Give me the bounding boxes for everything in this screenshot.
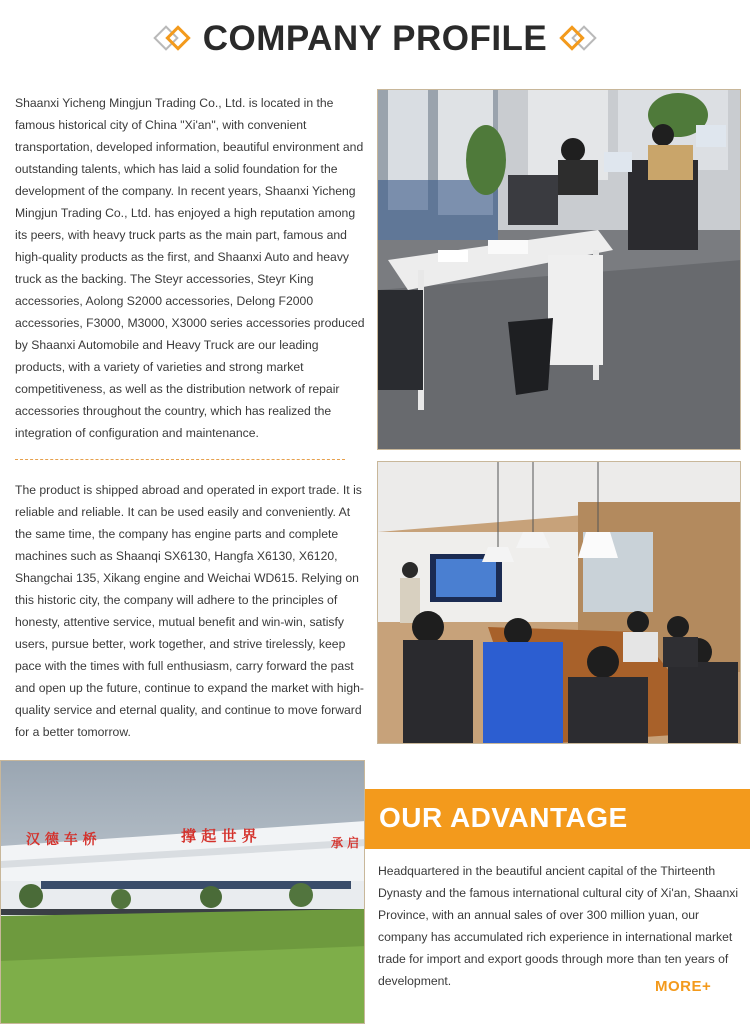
meeting-photo	[377, 461, 741, 744]
advantage-banner	[365, 789, 750, 849]
office-photo	[377, 89, 741, 450]
advantage-title: OUR ADVANTAGE	[379, 802, 628, 833]
section-header	[0, 0, 750, 78]
profile-paragraph-1: Shaanxi Yicheng Mingjun Trading Co., Ltd. is located in the famous historical city of China "Xi'an", with convenient transportation, developed information, beautiful environment and outstanding talents, which has laid a solid foundation for the development of the company. In recent years, Shaanxi Yicheng Mingjun Trading Co., Ltd. has enjoyed a high reputation among its peers, with heavy truck parts as the main part, famous and high-quality products as the first, and Shaanxi Auto and heavy truck as the backing. The Steyr accessories, Steyr King accessories, Aolong S2000 accessories, Delong F2000 accessories, F3000, M3000, X3000 series accessories produced by Shaanxi Automobile and Heavy Truck are our leading products, with a variety of varieties and strong market competitiveness, as well as the distribution network of repair accessories throughout the country, which has realized the integration of configuration and maintenance.	[15, 96, 365, 440]
double-diamond-icon	[559, 25, 595, 53]
dashed-divider	[15, 459, 345, 460]
factory-sign-left: 汉 德 车 桥	[26, 832, 97, 848]
double-diamond-icon	[155, 25, 191, 53]
profile-paragraph-2: The product is shipped abroad and operated in export trade. It is reliable and reliable. It can be used easily and conveniently. At the same time, the company has engine parts and complete machines such as Shaanqi SX6130, Hangfa X6130, X6120, Shangchai 135, Xikang engine and Weichai WD615. Relying on this historic city, the company will adhere to the principles of honesty, attentive service, mutual benefit and win-win, satisfy users, pursue better, work together, and strive tirelessly, keep pace with the times with full enthusiasm, carry forward the past and open up the future, continue to expand the market with high-quality service and eternal quality, and continue to move forward for a better tomorrow.	[15, 483, 364, 739]
factory-photo	[0, 760, 365, 1024]
more-link[interactable]: MORE+	[655, 978, 712, 995]
factory-sign-center: 撑 起 世 界	[181, 827, 257, 845]
factory-sign-right: 承 启	[331, 836, 360, 850]
advantage-text: Headquartered in the beautiful ancient capital of the Thirteenth Dynasty and the famous international cultural city of Xi'an, Shaanxi Province, with an annual sales of over 300 million yuan, our company has accumulated rich experience in international market trade for import and export goods through more than ten years of development.	[378, 864, 739, 988]
page-title: COMPANY PROFILE	[202, 19, 548, 58]
